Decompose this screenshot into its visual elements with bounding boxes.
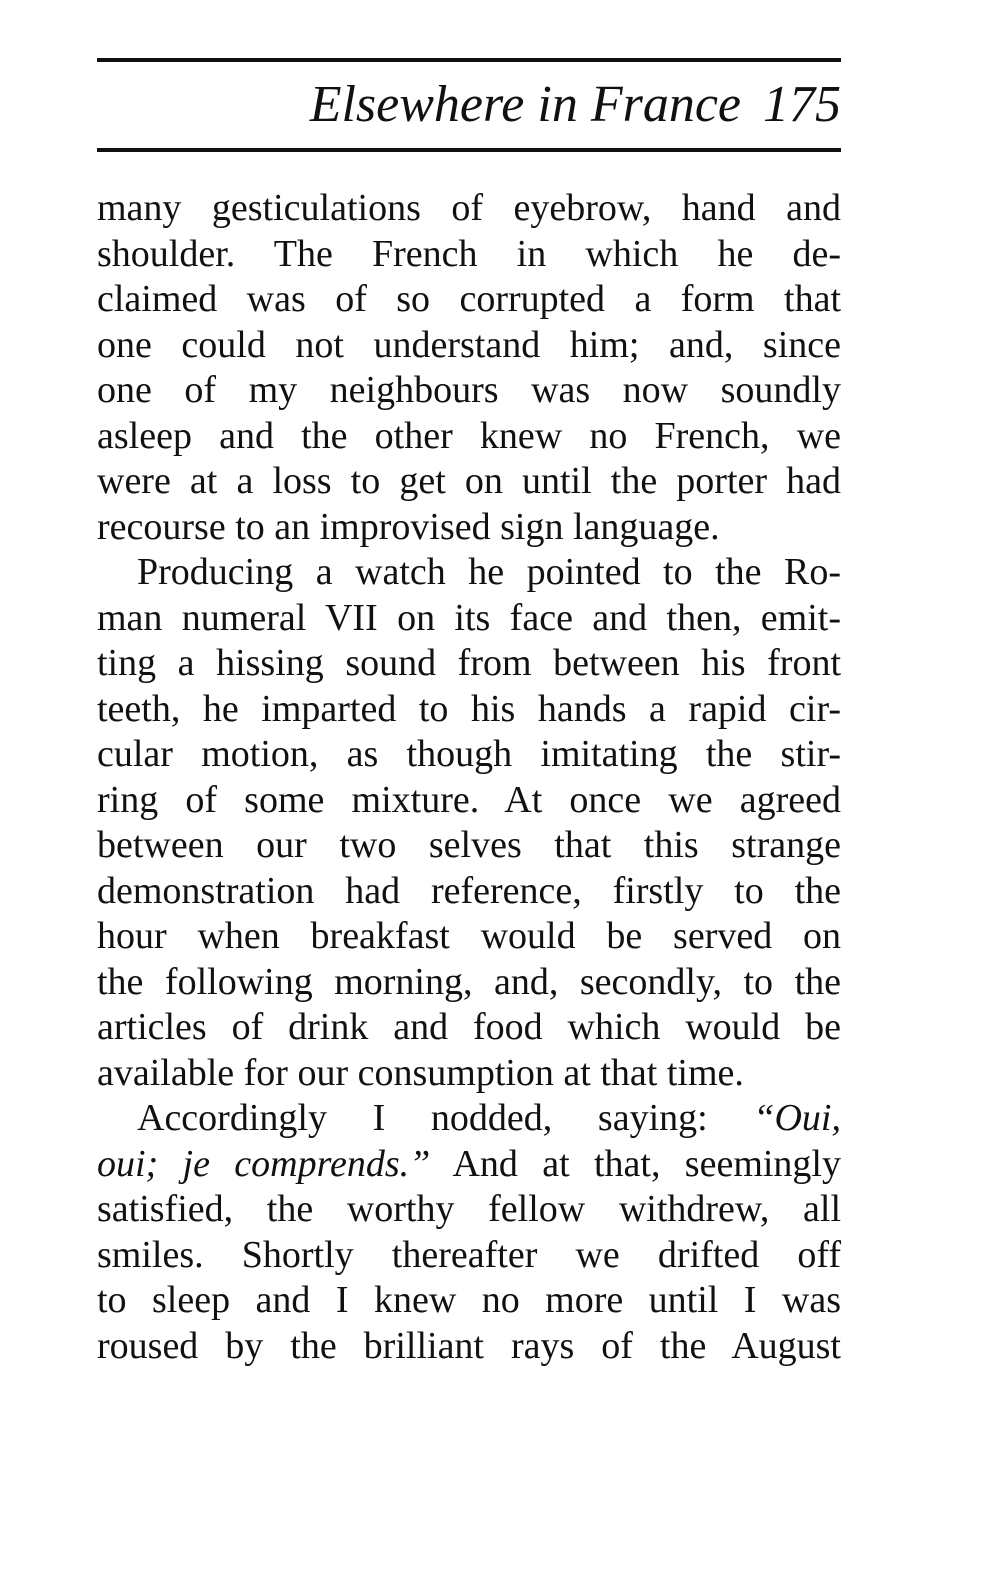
text-line: Producing a watch he pointed to the Ro- <box>137 551 841 593</box>
text-line: were at a loss to get on until the porter had <box>97 460 841 502</box>
page-number: 175 <box>763 76 841 133</box>
text-line: available for our consumption at that time. <box>97 1051 744 1094</box>
text-line: roused by the brilliant rays of the August <box>97 1324 841 1367</box>
text-line: ring of some mixture. At once we agreed <box>97 778 841 821</box>
running-title: Elsewhere in France <box>309 76 741 133</box>
text-line: smiles. Shortly thereafter we drifted off <box>97 1233 841 1276</box>
text-line: teeth, he imparted to his hands a rapid cir- <box>97 687 841 730</box>
header-rule-bottom <box>97 148 841 152</box>
text-line: to sleep and I knew no more until I was <box>97 1279 841 1321</box>
text-line: articles of drink and food which would be <box>97 1006 841 1048</box>
text-line: shoulder. The French in which he de- <box>97 232 841 275</box>
text-line: one of my neighbours was now soundly <box>97 369 841 411</box>
text-line <box>97 1096 841 1142</box>
running-header <box>97 66 841 144</box>
text-line: asleep and the other knew no French, we <box>97 414 841 457</box>
text-segment: And at that, seemingly <box>430 1142 841 1185</box>
text-line: the following morning, and, secondly, to the <box>97 960 841 1003</box>
text-line: demonstration had reference, firstly to the <box>97 869 841 912</box>
text-line: man numeral VII on its face and then, emit- <box>97 596 841 639</box>
header-rule-top <box>97 58 841 62</box>
text-line <box>97 1142 841 1188</box>
body-text <box>97 186 841 1369</box>
text-line: hour when breakfast would be served on <box>97 915 841 957</box>
text-segment: Accordingly I nodded, saying: <box>137 1097 754 1139</box>
text-line: between our two selves that this strange <box>97 824 841 866</box>
italic-quote: “Oui, <box>753 1097 841 1139</box>
text-line: cular motion, as though imitating the stir- <box>97 733 841 775</box>
italic-quote: oui; je comprends.” <box>97 1142 431 1185</box>
text-line: satisfied, the worthy fellow withdrew, all <box>97 1188 841 1230</box>
text-line: recourse to an improvised sign language. <box>97 505 720 548</box>
text-line: many gesticulations of eyebrow, hand and <box>97 187 841 229</box>
text-line: claimed was of so corrupted a form that <box>97 278 841 320</box>
text-line: one could not understand him; and, since <box>97 323 841 366</box>
text-line: ting a hissing sound from between his front <box>97 642 841 684</box>
